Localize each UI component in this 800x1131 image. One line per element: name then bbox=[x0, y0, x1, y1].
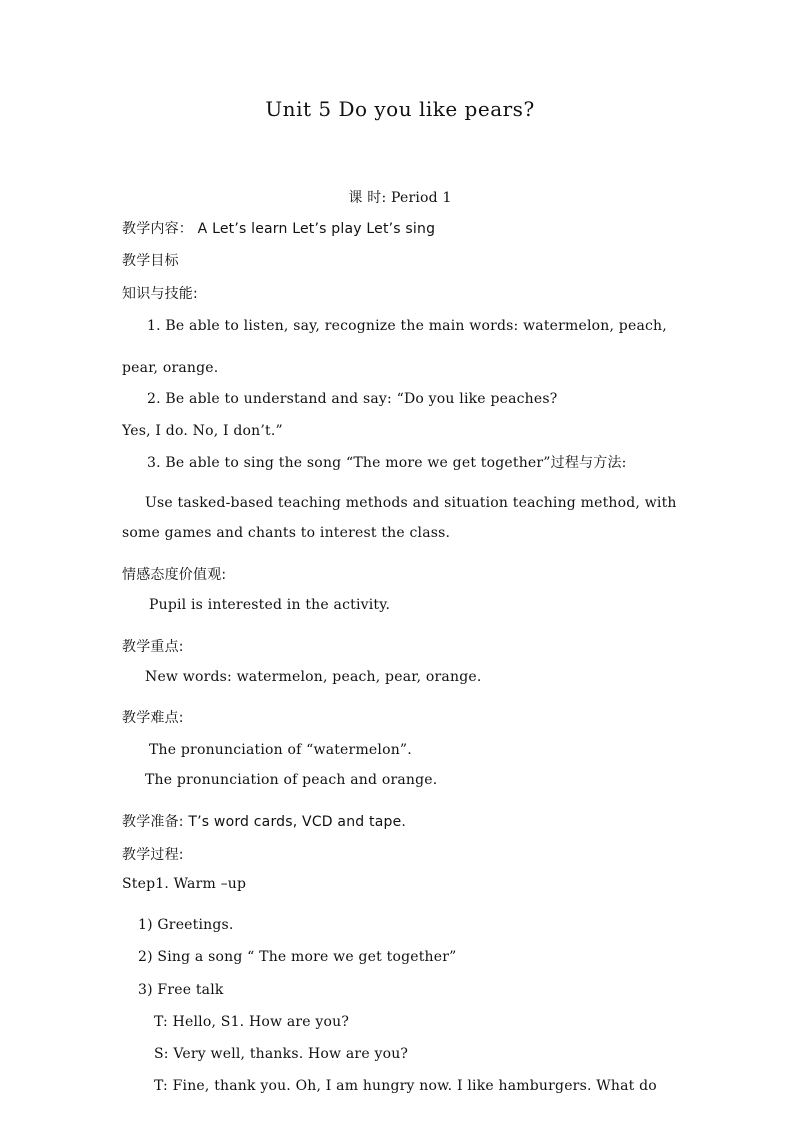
goal-1-line-2: pear, orange. bbox=[122, 360, 219, 376]
method-line-2: some games and chants to interest the class. bbox=[122, 525, 451, 541]
process-heading: 教学过程: bbox=[122, 847, 184, 863]
dialog-line-2: S: Very well, thanks. How are you? bbox=[154, 1046, 409, 1062]
key-points-heading: 教学重点: bbox=[122, 639, 184, 655]
difficult-point-2: The pronunciation of peach and orange. bbox=[145, 772, 438, 788]
attitude-text: Pupil is interested in the activity. bbox=[149, 597, 391, 613]
method-line-1: Use tasked-based teaching methods and situation teaching method, with bbox=[145, 495, 677, 511]
period-line: 课 时: Period 1 bbox=[348, 190, 452, 206]
list-item-greetings: 1) Greetings. bbox=[138, 917, 234, 933]
goal-3: 3. Be able to sing the song “The more we get together”过程与方法: bbox=[147, 455, 627, 471]
list-item-sing-song: 2) Sing a song “ The more we get together” bbox=[138, 949, 457, 965]
goal-1-line-1: 1. Be able to listen, say, recognize the main words: watermelon, peach, bbox=[147, 318, 667, 334]
difficult-point-1: The pronunciation of “watermelon”. bbox=[149, 742, 412, 758]
goals-heading: 教学目标 bbox=[122, 253, 179, 269]
goal-2-line-2: Yes, I do. No, I don’t.” bbox=[122, 423, 283, 439]
list-item-free-talk: 3) Free talk bbox=[138, 982, 224, 998]
difficult-points-heading: 教学难点: bbox=[122, 710, 184, 726]
step-1-heading: Step1. Warm –up bbox=[122, 876, 247, 892]
teaching-content: 教学内容： A Let’s learn Let’s play Let’s sing bbox=[122, 221, 436, 237]
dialog-line-3: T: Fine, thank you. Oh, I am hungry now. I like hamburgers. What do bbox=[154, 1078, 657, 1094]
key-points-text: New words: watermelon, peach, pear, orange. bbox=[145, 669, 482, 685]
attitude-heading: 情感态度价值观: bbox=[122, 567, 227, 583]
goal-2-line-1: 2. Be able to understand and say: “Do you like peaches? bbox=[147, 391, 558, 407]
preparation-line: 教学准备: T’s word cards, VCD and tape. bbox=[122, 814, 407, 830]
dialog-line-1: T: Hello, S1. How are you? bbox=[154, 1014, 350, 1030]
document-title: Unit 5 Do you like pears? bbox=[265, 97, 535, 121]
knowledge-heading: 知识与技能: bbox=[122, 286, 198, 302]
